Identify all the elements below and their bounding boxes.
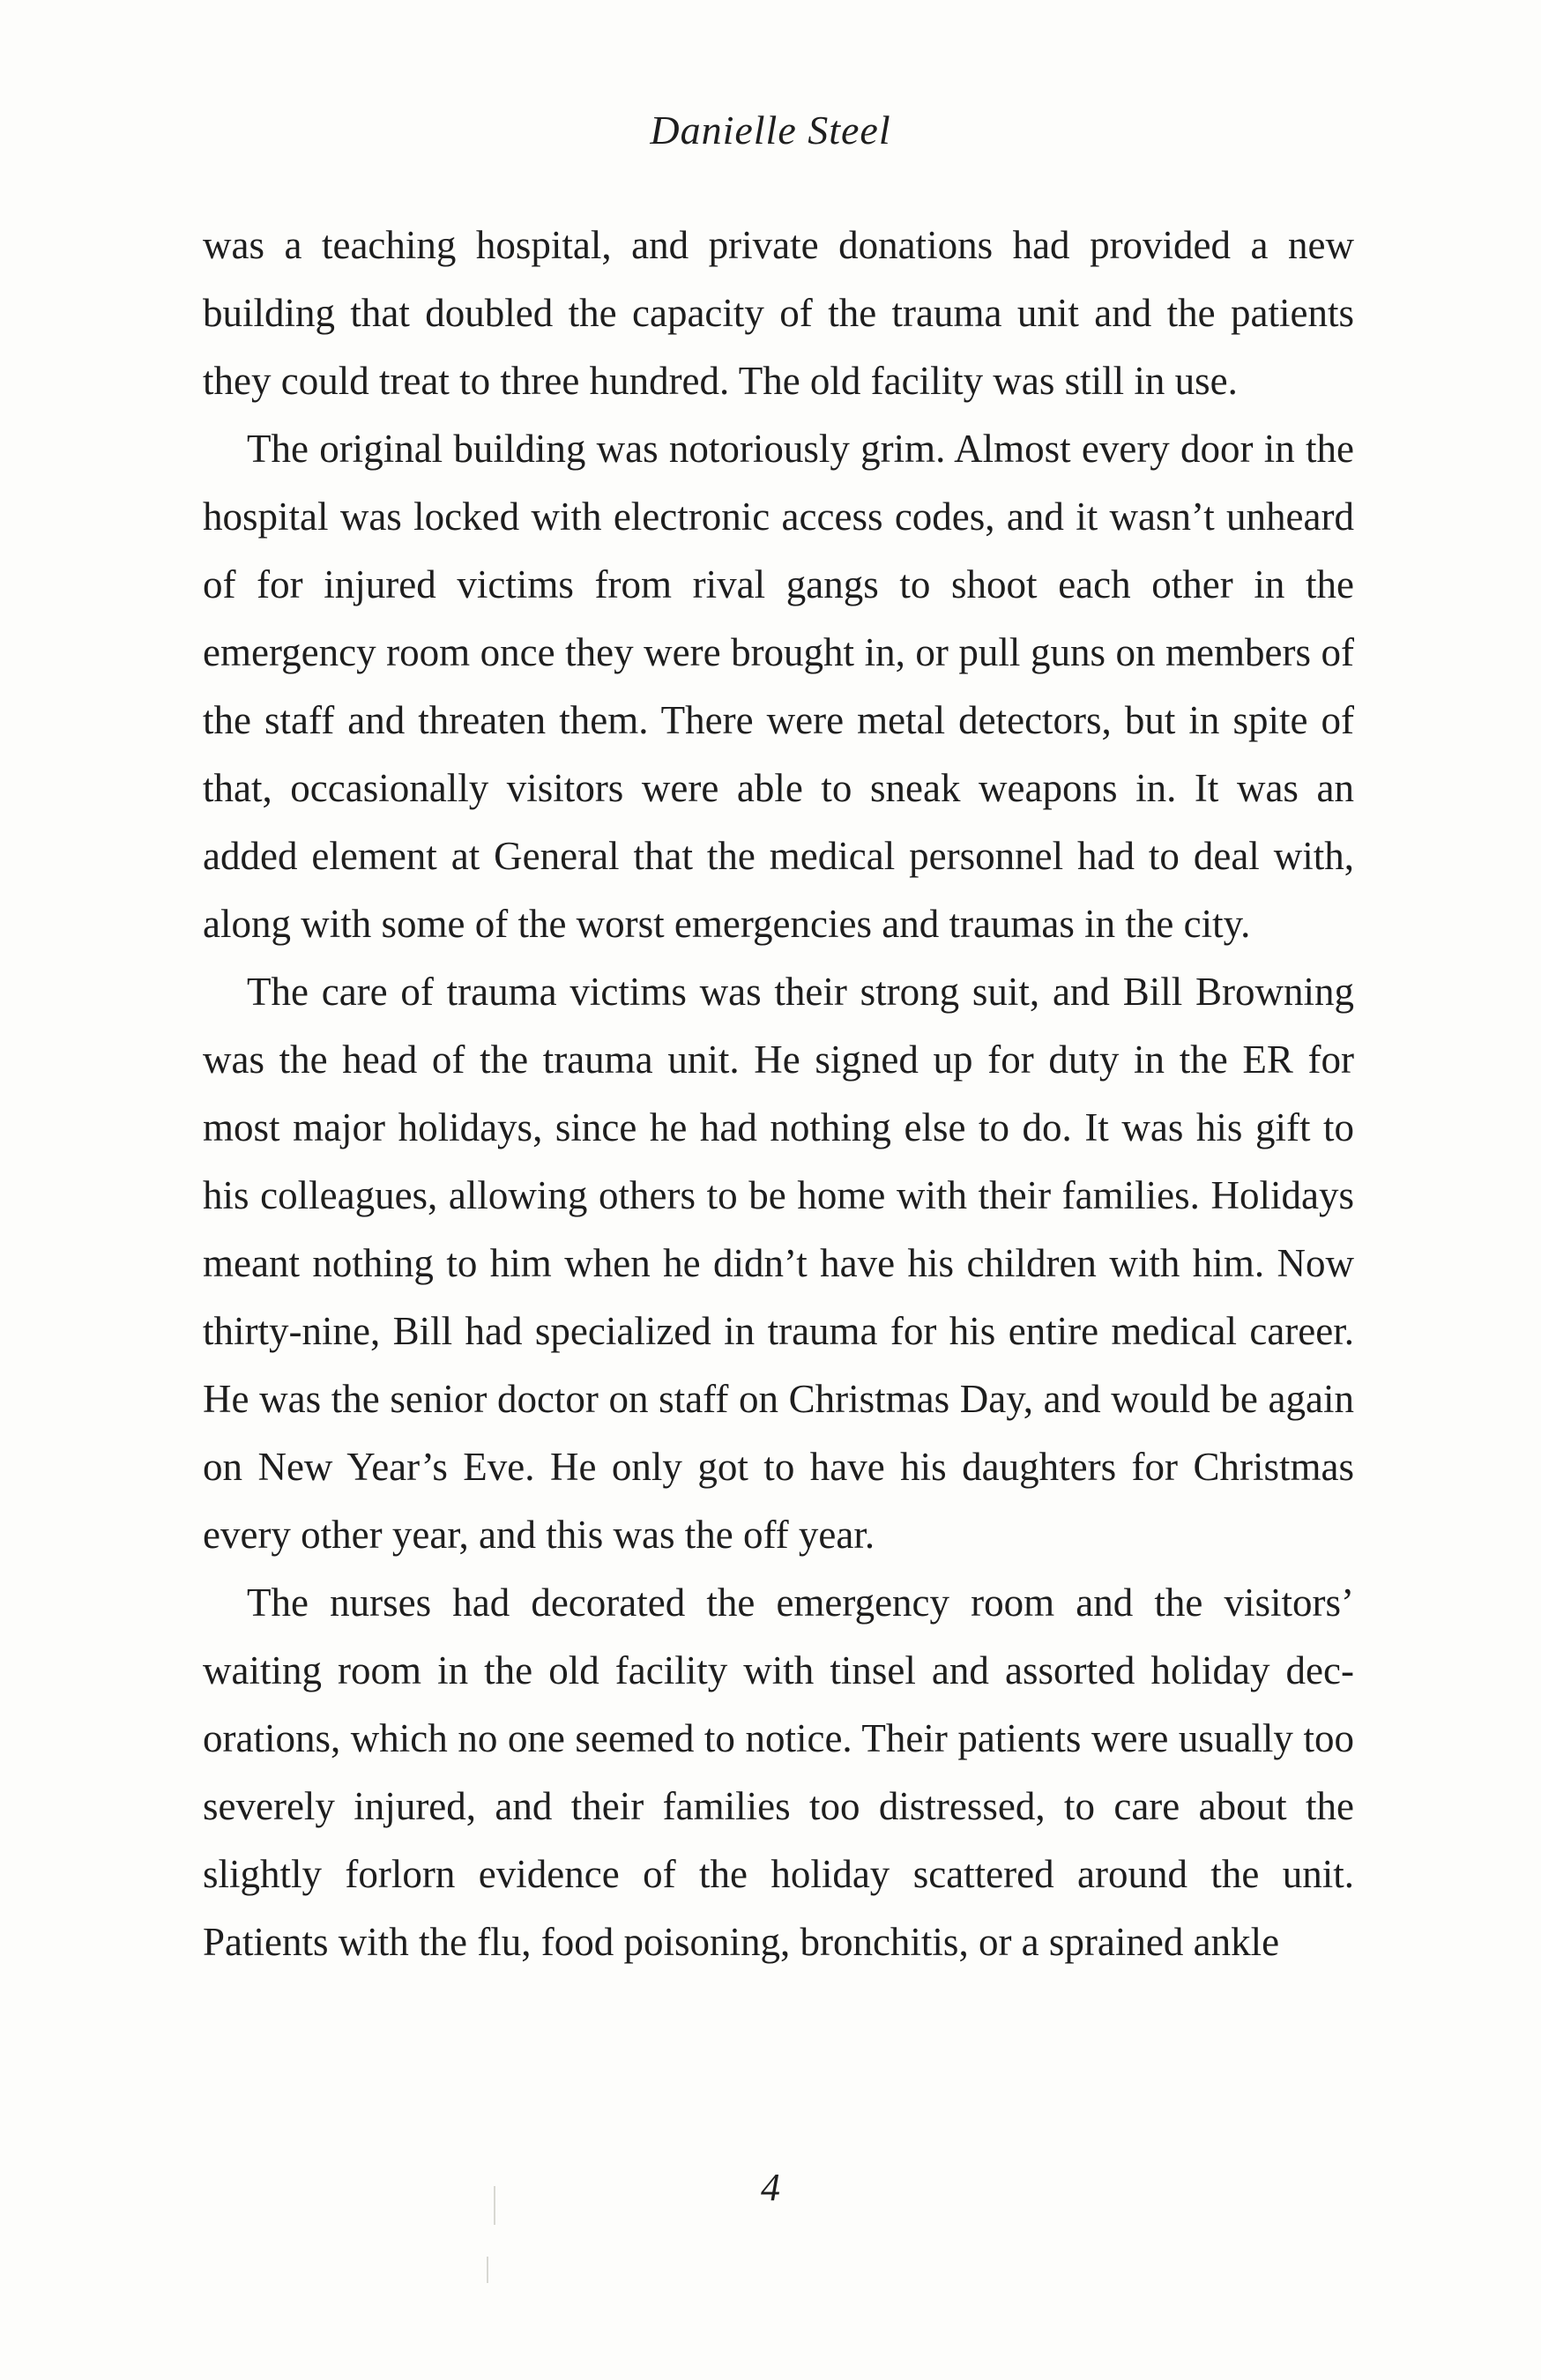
scan-mark [494, 2186, 495, 2225]
paragraph-1: was a teaching hospital, and private donations had provided a new building that doubled the capacity of the trauma unit and the patients they could treat to three hundred. The old facility was still in use. [203, 223, 1354, 403]
paragraph-4: The nurses had decorated the emergency room and the visitors’ waiting room in the old facility with tinsel and assorted holiday decorations, which no one seemed to notice. Their patients were usually too severely injured, and their families too distressed, to care about the slightly forlorn evidence of the holiday scattered around the unit. Patients with the flu, food poisoning, bronchitis, or a sprained ankle [203, 1580, 1354, 1964]
scan-mark [487, 2257, 488, 2283]
body-text [203, 212, 1354, 1976]
running-head: Danielle Steel [650, 108, 891, 152]
page-number: 4 [761, 2166, 780, 2209]
paragraph-2: The original building was notoriously grim. Almost every door in the hospital was locked with electronic access codes, and it wasn’t unheard of for injured victims from rival gangs to shoot each other in the emergency room once they were brought in, or pull guns on members of the staff and threaten them. There were metal detectors, but in spite of that, occasionally visitors were able to sneak weapons in. It was an added element at General that the medical personnel had to deal with, along with some of the worst emergencies and traumas in the city. [203, 427, 1354, 946]
paragraph-3: The care of trauma victims was their strong suit, and Bill Browning was the head of the trauma unit. He signed up for duty in the ER for most major holidays, since he had nothing else to do. It was his gift to his colleagues, allowing others to be home with their families. Holidays meant nothing to him when he didn’t have his children with him. Now thirty-nine, Bill had specialized in trauma for his entire medical career. He was the senior doctor on staff on Christmas Day, and would be again on New Year’s Eve. He only got to have his daughters for Christmas every other year, and this was the off year. [203, 970, 1354, 1557]
